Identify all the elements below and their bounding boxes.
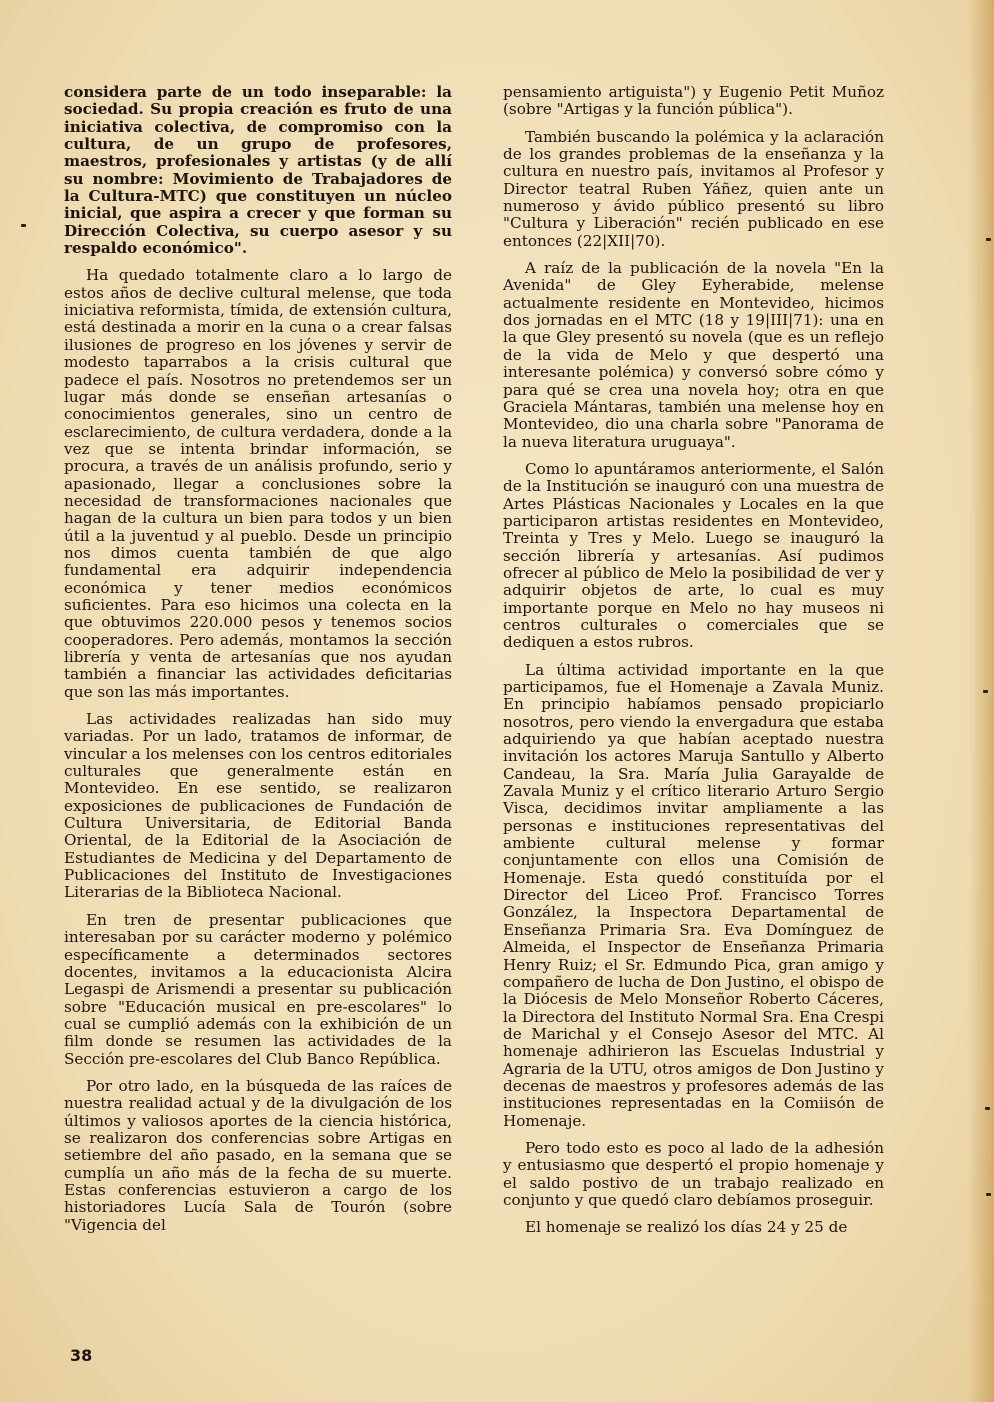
page-number: 38: [70, 1346, 93, 1365]
print-speck: [986, 1193, 991, 1196]
print-speck: [983, 690, 988, 693]
paragraph: En tren de presentar publicaciones que interesaban por su carácter moderno y polémico específicamente a determinados sectores docentes, invitamos a la educacionista Alcira Legaspi de Arismendi a presentar su publicación sobre "Educación musical en pre-escolares" lo cual se cumplió además con la exhibición de un film donde se resumen las actividades de la Sección pre-escolares del Club Banco República.: [64, 910, 452, 1068]
paragraph: Como lo apuntáramos anteriormente, el Salón de la Institución se inauguró con una muestra de Artes Plásticas Nacionales y Locales en la que participaron artistas residentes en Montevideo, Treinta y Tres y Melo. Luego se inauguró la sección librería y artesanías. Así pudimos ofrecer al público de Melo la posibilidad de ver y adquirir objetos de arte, lo cual es muy importante porque en Melo no hay museos ni centros culturales o comerciales que se dediquen a estos rubros.: [503, 459, 884, 652]
paragraph: Por otro lado, en la búsqueda de las raíces de nuestra realidad actual y de la divulgación de los últimos y valiosos aportes de la ciencia histórica, se realizaron dos conferencias sobre Artigas en setiembre del año pasado, en la semana que se cumplía un año más de la fecha de su muerte. Estas conferencias estuvieron a cargo de los historiadores Lucía Sala de Tourón (sobre "Vigencia del: [64, 1076, 452, 1234]
paragraph: Las actividades realizadas han sido muy variadas. Por un lado, tratamos de informar, de vincular a los melenses con los centros editoriales culturales que generalmente están en Montevideo. En ese sentido, se realizaron exposiciones de publicaciones de Fundación de Cultura Universitaria, de Editorial Banda Oriental, de la Editorial de la Asociación de Estudiantes de Medicina y del Departamento de Publicaciones del Instituto de Investigaciones Literarias de la Biblioteca Nacional.: [64, 710, 452, 902]
paragraph: El homenaje se realizó los días 24 y 25 de: [525, 1218, 848, 1237]
paragraph: Ha quedado totalmente claro a lo largo de estos años de declive cultural melense, que toda iniciativa reformista, tímida, de extensión cultura, está destinada a morir en la cuna o a crear falsas ilusiones de progreso en los jóvenes y servir de modesto taparrabos a la crisis cultural que padece el país. Nosotros no pretendemos ser un lugar más donde se enseñan artesanías o conocimientos generales, sino un centro de esclarecimiento, de cultura verdadera, donde a la vez que se intenta brindar información, se procura, a través de un análisis profundo, serio y apasionado, llegar a conclusiones sobre la necesidad de transformaciones nacionales que hagan de la cultura un bien para todos y un bien útil a la juventud y al pueblo. Desde un principio nos dimos cuenta también de que algo fundamental era adquirir independencia económica y tener medios económicos suficientes. Para eso hicimos una colecta en la que obtuvimos 220.000 pesos y tenemos socios cooperadores. Pero además, montamos la sección librería y venta de artesanías que nos ayudan también a financiar las actividades deficitarias que son las más importantes.: [64, 266, 452, 701]
paragraph: A raíz de la publicación de la novela "En la Avenida" de Gley Eyherabide, melense actualmente residente en Montevideo, hicimos dos jornadas en el MTC (18 y 19|III|71): una en la que Gley presentó su novela (que es un reflejo de la vida de Melo y que despertó una interesante polémica) y conversó sobre cómo y para qué se crea una novela hoy; otra en que Graciela Mántaras, también una melense hoy en Montevideo, dio una charla sobre "Panorama de la nueva literatura uruguaya".: [503, 259, 884, 451]
paragraph: pensamiento artiguista") y Eugenio Petit Muñoz (sobre "Artigas y la función pública").: [503, 83, 884, 119]
right-column: [503, 84, 884, 1247]
paragraph: Pero todo esto es poco al lado de la adhesión y entusiasmo que despertó el propio homenaje y el saldo postivo de un trabajo realizado en conjunto y que quedó claro debíamos proseguir.: [503, 1138, 884, 1209]
page-edge-shadow: [968, 0, 994, 1402]
print-speck: [986, 238, 991, 241]
paragraph: También buscando la polémica y la aclaración de los grandes problemas de la enseñanza y la cultura en nuestro país, invitamos al Profesor y Director teatral Ruben Yáñez, quien ante un numeroso y ávido público presentó su libro "Cultura y Liberación" recién publicado en ese entonces (22|XII|70).: [503, 127, 884, 250]
print-speck: [21, 224, 26, 227]
paragraph: La última actividad importante en la que participamos, fue el Homenaje a Zavala Muniz. En principio habíamos pensado propiciarlo nosotros, pero viendo la envergadura que estaba adquiriendo ya que habían aceptado nuestra invitación los actores Maruja Santullo y Alberto Candeau, la Sra. María Julia Garayalde de Zavala Muniz y el crítico literario Arturo Sergio Visca, decidimos invitar ampliamente a las personas e instituciones representativas del ambiente cultural melense y formar conjuntamente con ellos una Comisión de Homenaje. Esta quedó constituída por el Director del Liceo Prof. Francisco Torres González, la Inspectora Departamental de Enseñanza Primaria Sra. Eva Domínguez de Almeida, el Inspector de Enseñanza Primaria Henry Ruiz; el Sr. Edmundo Pica, gran amigo y compañero de lucha de Don Justino, el obispo de la Diócesis de Melo Monseñor Roberto Cáceres, la Directora del Instituto Normal Sra. Ena Crespi de Marichal y el Consejo Asesor del MTC. Al homenaje adhirieron las Escuelas Industrial y Agraria de la UTU, otros amigos de Don Justino y decenas de maestros y profesores además de las instituciones representadas en la Comiisón de Homenaje.: [503, 660, 884, 1130]
left-column: [64, 84, 452, 1244]
print-speck: [985, 1107, 990, 1110]
paragraph: considera parte de un todo inseparable: la sociedad. Su propia creación es fruto de una iniciativa colectiva, de compromiso con la cultura, de un grupo de profesores, maestros, profesionales y artistas (y de allí su nombre: Movimiento de Trabajadores de la Cultura-MTC) que constituyen un núcleo inicial, que aspira a crecer y que forman su Dirección Colectiva, su cuerpo asesor y su respaldo económico".: [64, 83, 452, 258]
